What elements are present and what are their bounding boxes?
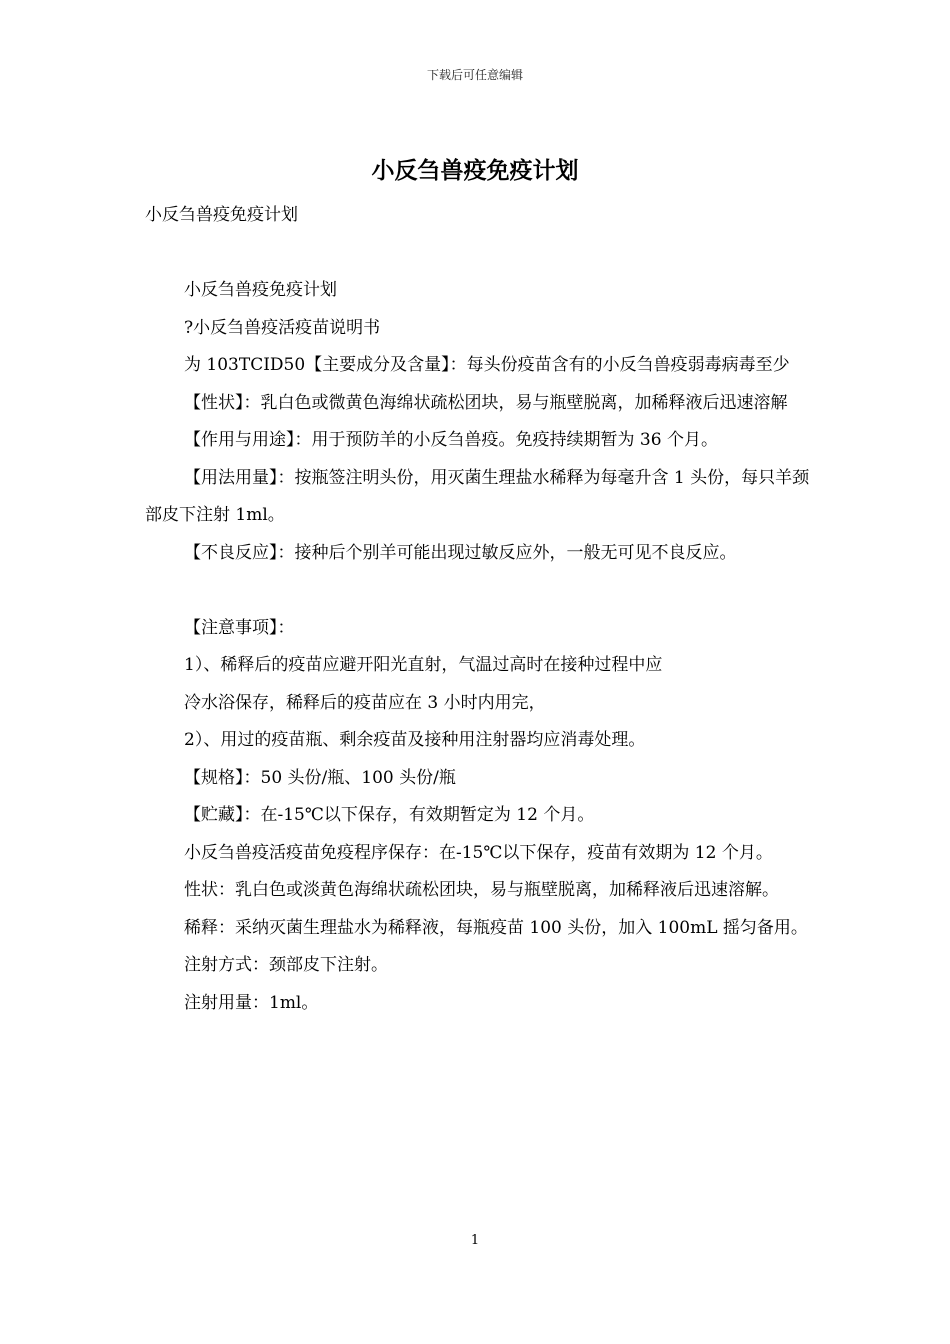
paragraph: 【作用与用途】：用于预防羊的小反刍兽疫。免疫持续期暂为 36 个月。 [184,430,718,450]
paragraph: 性状：乳白色或淡黄色海绵状疏松团块，易与瓶壁脱离，加稀释液后迅速溶解。 [184,880,779,900]
paragraph: 【不良反应】：接种后个别羊可能出现过敏反应外，一般无可见不良反应。 [184,542,737,563]
blank-line [145,572,825,610]
paragraph: 1）、稀释后的疫苗应避开阳光直射，气温过高时在接种过程中应 [184,655,663,675]
page-number: 1 [470,1233,480,1248]
paragraph: 【规格】：50 头份/瓶、100 头份/瓶 [184,767,456,788]
paragraph: 为 103TCID50【主要成分及含量】：每头份疫苗含有的小反刍兽疫弱毒病毒至少 [184,355,790,375]
paragraph: 小反刍兽疫免疫计划 [184,280,337,300]
header-note: 下载后可任意编辑 [426,68,523,82]
paragraph: 【贮藏】：在-15℃以下保存，有效期暂定为 12 个月。 [184,805,595,825]
document-body [145,197,825,1022]
paragraph: 2）、用过的疫苗瓶、剩余疫苗及接种用注射器均应消毒处理。 [184,730,646,750]
paragraph: ?小反刍兽疫活疫苗说明书 [184,317,381,338]
paragraph: 【注意事项】： [184,617,295,638]
paragraph: 注射方式：颈部皮下注射。 [184,955,388,975]
paragraph: 注射用量：1ml。 [184,992,319,1013]
paragraph: 【用法用量】：按瓶签注明头份，用灭菌生理盐水稀释为每毫升含 1 头份，每只羊颈部皮下注射 1ml。 [145,467,810,525]
paragraph: 稀释：采纳灭菌生理盐水为稀释液，每瓶疫苗 100 头份，加入 100mL 摇匀备用。 [184,917,808,938]
paragraph: 冷水浴保存，稀释后的疫苗应在 3 小时内用完， [184,692,546,713]
subtitle-line: 小反刍兽疫免疫计划 [145,205,298,225]
document-title: 小反刍兽疫免疫计划 [371,158,579,184]
paragraph: 小反刍兽疫活疫苗免疫程序保存：在-15℃以下保存，疫苗有效期为 12 个月。 [184,842,773,863]
paragraph: 【性状】：乳白色或微黄色海绵状疏松团块，易与瓶壁脱离，加稀释液后迅速溶解 [184,392,788,413]
blank-line [145,235,825,273]
